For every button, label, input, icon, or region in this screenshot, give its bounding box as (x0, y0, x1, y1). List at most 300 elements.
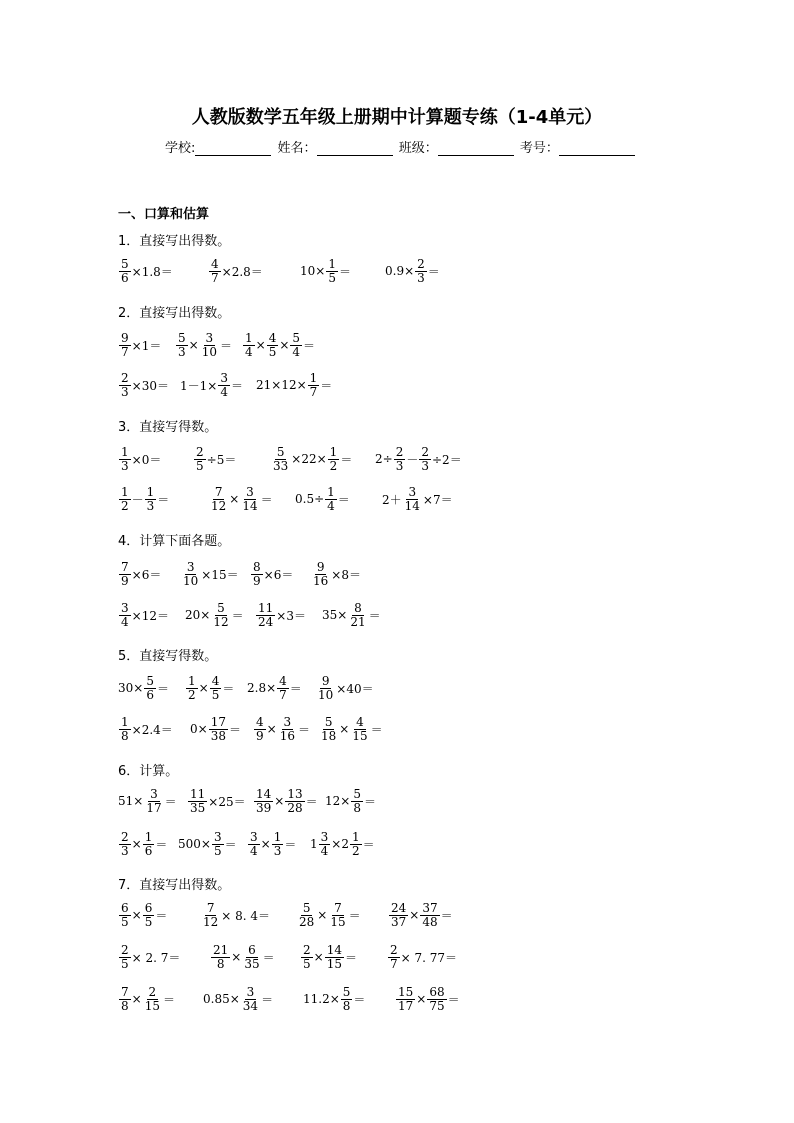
fraction (143, 902, 155, 928)
problem-item (118, 442, 161, 476)
problem-item (250, 557, 293, 591)
numerator: 3 (205, 330, 214, 345)
fraction (201, 902, 220, 928)
expression-text: × 8. 4＝ (221, 908, 271, 923)
denominator: 9 (256, 728, 264, 743)
numerator: 37 (422, 900, 438, 915)
denominator: 17 (398, 998, 414, 1013)
numerator: 68 (429, 984, 445, 999)
denominator: 4 (320, 843, 329, 858)
denominator: 8 (353, 800, 361, 815)
expression-text: × (131, 837, 142, 851)
class-blank[interactable] (438, 141, 514, 156)
problem-item (193, 442, 236, 476)
expression-text: 21×12× (256, 378, 307, 392)
expression-text: × (274, 794, 285, 808)
denominator: 16 (313, 573, 329, 588)
denominator: 3 (146, 498, 155, 513)
denominator: 35 (190, 800, 206, 815)
problem-item (322, 598, 381, 632)
fraction (290, 332, 302, 358)
expression-text: ×7＝ (422, 492, 453, 507)
numerator: 1 (327, 484, 335, 499)
numerator: 14 (256, 786, 272, 801)
numerator: 3 (220, 370, 228, 385)
numerator: 5 (217, 600, 225, 615)
numerator: 2 (121, 942, 129, 957)
expression-text: ＝ (155, 908, 168, 923)
denominator: 75 (429, 998, 445, 1013)
numerator: 5 (121, 256, 129, 271)
denominator: 8 (121, 998, 129, 1013)
page-title: 人教版数学五年级上册期中计算题专练（1-4单元） (191, 107, 603, 128)
denominator: 3 (395, 458, 404, 473)
expression-text: ＝ (224, 837, 237, 852)
expression-text: ＝ (362, 837, 375, 852)
denominator: 28 (287, 800, 303, 815)
expression-text: ×22× (291, 452, 327, 466)
numerator: 5 (292, 330, 301, 345)
fraction (427, 986, 446, 1012)
numerator: 4 (256, 714, 264, 729)
numerator: 11 (190, 786, 206, 801)
numerator: 3 (186, 559, 195, 574)
denominator: 28 (299, 914, 315, 929)
fraction (209, 716, 228, 742)
fraction (119, 372, 131, 398)
fraction (311, 561, 330, 587)
fraction (218, 372, 230, 398)
name-label: 姓名： (277, 141, 317, 156)
fraction (144, 675, 156, 701)
denominator: 3 (121, 843, 129, 858)
numerator: 9 (316, 559, 325, 574)
expression-text: ＝ (338, 264, 351, 279)
expression-text: ＝ (284, 837, 297, 852)
expression-text: 51× (118, 794, 144, 808)
problem-item (325, 784, 376, 818)
fraction (181, 561, 200, 587)
numerator: 7 (121, 559, 129, 574)
question-label: 3．直接写得数。 (118, 420, 218, 435)
denominator: 10 (201, 344, 217, 359)
numerator: 2 (121, 829, 129, 844)
problem-item (200, 898, 270, 932)
school-blank[interactable] (195, 141, 271, 156)
expression-text: ×8＝ (331, 567, 361, 582)
fraction (328, 902, 347, 928)
problem-item (118, 368, 169, 402)
problem-item (388, 898, 453, 932)
numerator: 14 (326, 942, 342, 957)
numerator: 1 (121, 714, 129, 729)
expression-text: ＝ (368, 608, 381, 623)
expression-text: ＝ (340, 452, 353, 467)
expression-text: 12× (325, 794, 351, 808)
denominator: 7 (121, 344, 129, 359)
denominator: 5 (144, 914, 153, 929)
denominator: 18 (321, 728, 337, 743)
fraction (143, 986, 162, 1012)
numerator: 1 (329, 444, 338, 459)
problem-item (118, 328, 161, 362)
denominator: 24 (258, 614, 274, 629)
expression-text: × (279, 338, 290, 352)
expression-text: ＝ (297, 722, 310, 737)
denominator: 4 (121, 614, 129, 629)
expression-text: 0× (190, 722, 208, 736)
fraction (194, 446, 206, 472)
numerator: 3 (408, 484, 417, 499)
denominator: 14 (242, 498, 258, 513)
fraction (319, 831, 331, 857)
fraction (241, 986, 260, 1012)
expression-text: ＝ (262, 950, 275, 965)
expression-text: ＝ (363, 794, 376, 809)
denominator: 15 (326, 956, 342, 971)
expression-text: × (131, 908, 142, 922)
expression-text: ＝ (348, 908, 361, 923)
numerator: 5 (302, 900, 311, 915)
numerator: 24 (391, 900, 407, 915)
problem-item (118, 671, 169, 705)
problem-item (387, 940, 457, 974)
numerator: 7 (214, 484, 223, 499)
numerator: 4 (268, 330, 277, 345)
fraction (119, 446, 131, 472)
fraction (212, 831, 224, 857)
numerator: 2 (421, 444, 429, 459)
denominator: 7 (211, 270, 219, 285)
denominator: 7 (309, 384, 318, 399)
expression-text: ×25＝ (208, 794, 246, 809)
number-blank[interactable] (559, 141, 635, 156)
expression-text: ＝ (260, 492, 273, 507)
denominator: 14 (404, 498, 420, 513)
numerator: 2 (390, 942, 398, 957)
problem-item (118, 598, 169, 632)
number-label: 考号： (519, 141, 559, 156)
denominator: 8 (121, 728, 129, 743)
fraction (119, 602, 131, 628)
expression-text: ＝ (231, 608, 244, 623)
expression-text: ＝ (230, 378, 243, 393)
expression-text: × (409, 908, 420, 922)
fraction (211, 944, 230, 970)
expression-text: ＝ (261, 992, 274, 1007)
expression-text: 1－1× (180, 378, 218, 393)
fraction (420, 902, 439, 928)
fraction (119, 716, 131, 742)
expression-text: ＝ (219, 338, 232, 353)
expression-text: ＝ (228, 722, 241, 737)
numerator: 1 (273, 829, 282, 844)
numerator: 2 (148, 984, 157, 999)
numerator: 4 (211, 673, 220, 688)
denominator: 2 (121, 498, 129, 513)
fraction (341, 986, 353, 1012)
fraction (143, 831, 155, 857)
numerator: 2 (303, 942, 311, 957)
expression-text: 0.5÷ (295, 492, 325, 506)
numerator: 9 (321, 673, 330, 688)
problem-item (300, 254, 351, 288)
problem-item (315, 671, 374, 705)
expression-text: 10× (300, 264, 326, 278)
expression-text: × (339, 722, 350, 736)
problem-item (180, 557, 239, 591)
expression-text: ＝ (427, 264, 440, 279)
problem-item (310, 557, 361, 591)
problem-item (185, 598, 244, 632)
problem-item (385, 254, 440, 288)
fraction (272, 831, 284, 857)
denominator: 6 (121, 270, 129, 285)
fraction (388, 944, 400, 970)
numerator: 1 (146, 484, 155, 499)
problem-item (255, 598, 306, 632)
denominator: 3 (421, 458, 429, 473)
numerator: 5 (342, 984, 351, 999)
denominator: 15 (330, 914, 346, 929)
denominator: 48 (422, 914, 438, 929)
fraction (389, 902, 408, 928)
expression-text: ×0＝ (131, 452, 162, 467)
expression-text: 0.85× (203, 992, 240, 1006)
problem-item (208, 254, 263, 288)
numerator: 17 (210, 714, 226, 729)
numerator: 1 (351, 829, 360, 844)
expression-text: ＝ (156, 681, 169, 696)
expression-text: ×3＝ (276, 608, 306, 623)
problem-item (395, 982, 460, 1016)
fraction (278, 716, 297, 742)
question-label: 4．计算下面各题。 (118, 534, 231, 549)
denominator: 16 (279, 728, 295, 743)
fraction (209, 486, 228, 512)
fraction (119, 561, 131, 587)
numerator: 8 (253, 559, 261, 574)
problem-item (118, 898, 167, 932)
numerator: 1 (245, 330, 253, 345)
expression-text: ×30＝ (131, 378, 169, 393)
problem-item (118, 982, 175, 1016)
expression-text: 2＋ (382, 492, 402, 507)
expression-text: ×40＝ (336, 681, 374, 696)
denominator: 5 (303, 956, 311, 971)
expression-text: × (255, 338, 266, 352)
fraction (209, 258, 221, 284)
fraction (415, 258, 427, 284)
denominator: 5 (213, 843, 222, 858)
numerator: 5 (353, 786, 361, 801)
denominator: 10 (318, 687, 334, 702)
problem-item (118, 940, 180, 974)
expression-text: ×2.8＝ (221, 264, 263, 279)
expression-text: ÷2＝ (432, 452, 462, 467)
fraction (119, 486, 131, 512)
problem-item (296, 898, 361, 932)
numerator: 5 (324, 714, 333, 729)
numerator: 1 (121, 444, 129, 459)
expression-text: ＝ (162, 992, 175, 1007)
problem-item (208, 482, 273, 516)
problem-item (178, 827, 237, 861)
denominator: 4 (292, 344, 301, 359)
numerator: 3 (320, 829, 329, 844)
numerator: 2 (121, 370, 129, 385)
fraction (119, 944, 131, 970)
problem-item (118, 557, 161, 591)
denominator: 7 (279, 687, 287, 702)
fraction (301, 944, 313, 970)
expression-text: ×1.8＝ (131, 264, 173, 279)
numerator: 7 (334, 900, 342, 915)
expression-text: × (313, 950, 324, 964)
denominator: 3 (121, 458, 129, 473)
denominator: 5 (196, 458, 204, 473)
numerator: 5 (178, 330, 186, 345)
expression-text: 35× (322, 608, 348, 622)
fraction (119, 258, 131, 284)
denominator: 37 (391, 914, 407, 929)
fraction (394, 446, 406, 472)
fraction (119, 332, 131, 358)
numerator: 3 (250, 829, 258, 844)
numerator: 3 (283, 714, 292, 729)
denominator: 12 (211, 498, 227, 513)
numerator: 8 (354, 600, 362, 615)
problem-item (382, 482, 453, 516)
expression-text: × 7. 77＝ (400, 950, 458, 965)
expression-text: ＝ (222, 681, 235, 696)
numerator: 3 (246, 984, 255, 999)
fraction (271, 446, 290, 472)
name-blank[interactable] (317, 141, 393, 156)
fraction (240, 486, 259, 512)
numerator: 4 (279, 673, 287, 688)
numerator: 1 (328, 256, 336, 271)
question-label: 1．直接写出得数。 (118, 234, 231, 249)
expression-text: ×1＝ (131, 338, 162, 353)
denominator: 5 (121, 914, 129, 929)
fraction (328, 446, 340, 472)
problem-item (375, 442, 462, 476)
numerator: 6 (144, 900, 153, 915)
denominator: 17 (146, 800, 162, 815)
problem-item (295, 482, 350, 516)
fraction (248, 831, 260, 857)
fraction (277, 675, 289, 701)
fraction (254, 716, 266, 742)
expression-text: × (231, 950, 242, 964)
numerator: 5 (276, 444, 285, 459)
denominator: 33 (273, 458, 289, 473)
expression-text: × (198, 681, 209, 695)
school-label: 学校: (165, 141, 196, 156)
numerator: 3 (213, 829, 222, 844)
expression-text: 1 (310, 837, 318, 851)
problem-item (253, 712, 310, 746)
problem-item (310, 827, 375, 861)
expression-text: ×6＝ (263, 567, 294, 582)
problem-item (256, 368, 332, 402)
problem-item (118, 482, 169, 516)
denominator: 4 (250, 843, 258, 858)
fraction (119, 986, 131, 1012)
numerator: 4 (211, 256, 219, 271)
expression-text: ＝ (320, 378, 333, 393)
expression-text: × (131, 992, 142, 1006)
problem-item (247, 671, 302, 705)
numerator: 15 (398, 984, 414, 999)
denominator: 8 (216, 956, 225, 971)
fraction (243, 332, 255, 358)
fraction (297, 902, 316, 928)
fraction (419, 446, 431, 472)
denominator: 35 (244, 956, 260, 971)
problem-item (300, 940, 357, 974)
fraction (119, 902, 131, 928)
fraction (403, 486, 422, 512)
numerator: 2 (395, 444, 404, 459)
numerator: 6 (248, 942, 256, 957)
denominator: 3 (121, 384, 129, 399)
denominator: 9 (121, 573, 129, 588)
question-label: 6．计算。 (118, 764, 179, 779)
numerator: 3 (121, 600, 129, 615)
problem-item (203, 982, 273, 1016)
denominator: 4 (327, 498, 335, 513)
denominator: 3 (273, 843, 282, 858)
numerator: 3 (246, 484, 254, 499)
problem-item (303, 982, 365, 1016)
expression-text: ＝ (447, 992, 460, 1007)
problem-item (318, 712, 383, 746)
fraction (350, 831, 362, 857)
problem-item (180, 368, 243, 402)
question-label: 5．直接写得数。 (118, 649, 218, 664)
expression-text: 0.9× (385, 264, 415, 278)
fraction (186, 675, 198, 701)
denominator: 6 (144, 843, 153, 858)
expression-text: ＝ (157, 492, 170, 507)
fraction (325, 486, 337, 512)
problem-item (118, 784, 177, 818)
expression-text: 2.8× (247, 681, 277, 695)
denominator: 7 (390, 956, 398, 971)
denominator: 8 (342, 998, 351, 1013)
expression-text: × 2. 7＝ (131, 950, 181, 965)
numerator: 11 (258, 600, 274, 615)
question-label: 2．直接写出得数。 (118, 306, 231, 321)
numerator: 5 (146, 673, 154, 688)
denominator: 15 (144, 998, 160, 1013)
problem-item (118, 827, 167, 861)
fraction (144, 788, 163, 814)
numerator: 2 (196, 444, 204, 459)
expression-text: 11.2× (303, 992, 340, 1006)
fraction (256, 602, 275, 628)
fraction (211, 602, 230, 628)
expression-text: ×6＝ (131, 567, 162, 582)
fraction (308, 372, 320, 398)
fraction (145, 486, 157, 512)
expression-text: ×15＝ (201, 567, 239, 582)
denominator: 38 (210, 728, 226, 743)
problem-item (187, 784, 246, 818)
fraction (319, 716, 338, 742)
